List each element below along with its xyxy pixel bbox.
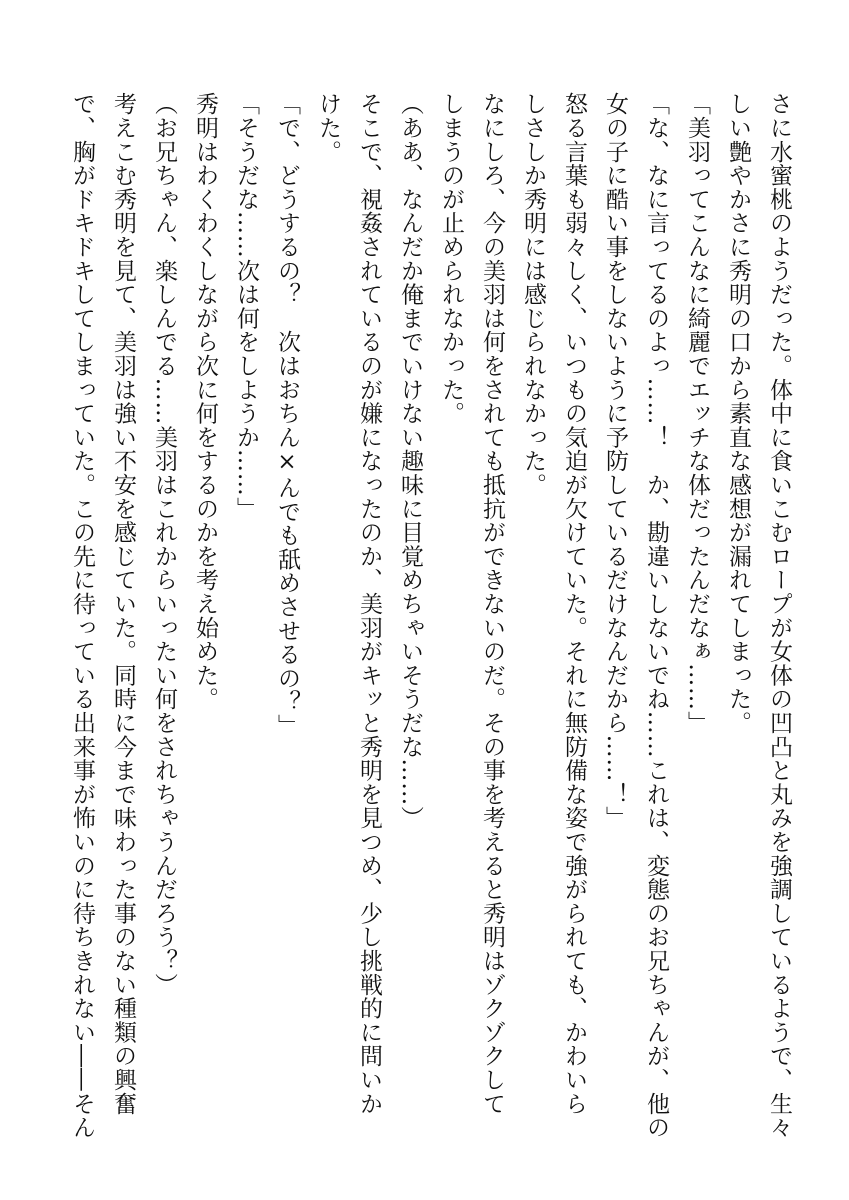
text-line: （お兄ちゃん、楽しんでる……美羽はこれからいったい何をされちゃうんだろう？） — [151, 92, 177, 997]
text-line: （ああ、なんだか俺までいけない趣味に目覚めちゃいそうだな……） — [397, 92, 423, 830]
text-line: 「で、どうするの？ 次はおちん×んでも舐めさせるの？」 — [274, 92, 300, 738]
text-line: しい艶やかさに秀明の口から素直な感想が漏れてしまった。 — [725, 92, 751, 735]
text-line: しまうのが止められなかった。 — [438, 92, 464, 426]
text-line: 女の子に酷い事をしないように予防しているだけなんだから……！」 — [602, 92, 628, 830]
text-line: 「美羽ってこんなに綺麗でエッチな体だったんだなぁ……」 — [684, 92, 710, 735]
text-line: 怒る言葉も弱々しく、いつもの気迫が欠けていた。それに無防備な姿で強がられても、かわいら — [561, 92, 587, 1116]
text-line: なにしろ、今の美羽は何をされても抵抗ができないのだ。その事を考えると秀明はゾクゾクして — [479, 92, 505, 1116]
text-line: しさしか秀明には感じられなかった。 — [520, 92, 546, 497]
vertical-text-body — [61, 92, 799, 1140]
text-line: 秀明はわくわくしながら次に何をするのかを考え始めた。 — [192, 92, 218, 711]
text-line: 考えこむ秀明を見て、美羽は強い不安を感じていた。同時に今まで味わった事のない種類の興奮 — [110, 92, 136, 1116]
text-line: で、胸がドキドキしてしまっていた。この先に待っている出来事が怖いのに待ちきれない――そん — [69, 92, 95, 1140]
text-line: さに水蜜桃のようだった。体中に食いこむロープが女体の凹凸と丸みを強調しているようで、生々 — [766, 92, 792, 1140]
text-line: けた。 — [315, 92, 341, 164]
text-line: 「そうだな……次は何をしようか……」 — [233, 92, 259, 521]
text-line: 「な、なに言ってるのよっ……！ か、勘違いしないでね……これは、変態のお兄ちゃんが、他の — [643, 92, 669, 1140]
text-line: そこで、視姦されているのが嫌になったのか、美羽がキッと秀明を見つめ、少し挑戦的に問いか — [356, 92, 382, 1116]
